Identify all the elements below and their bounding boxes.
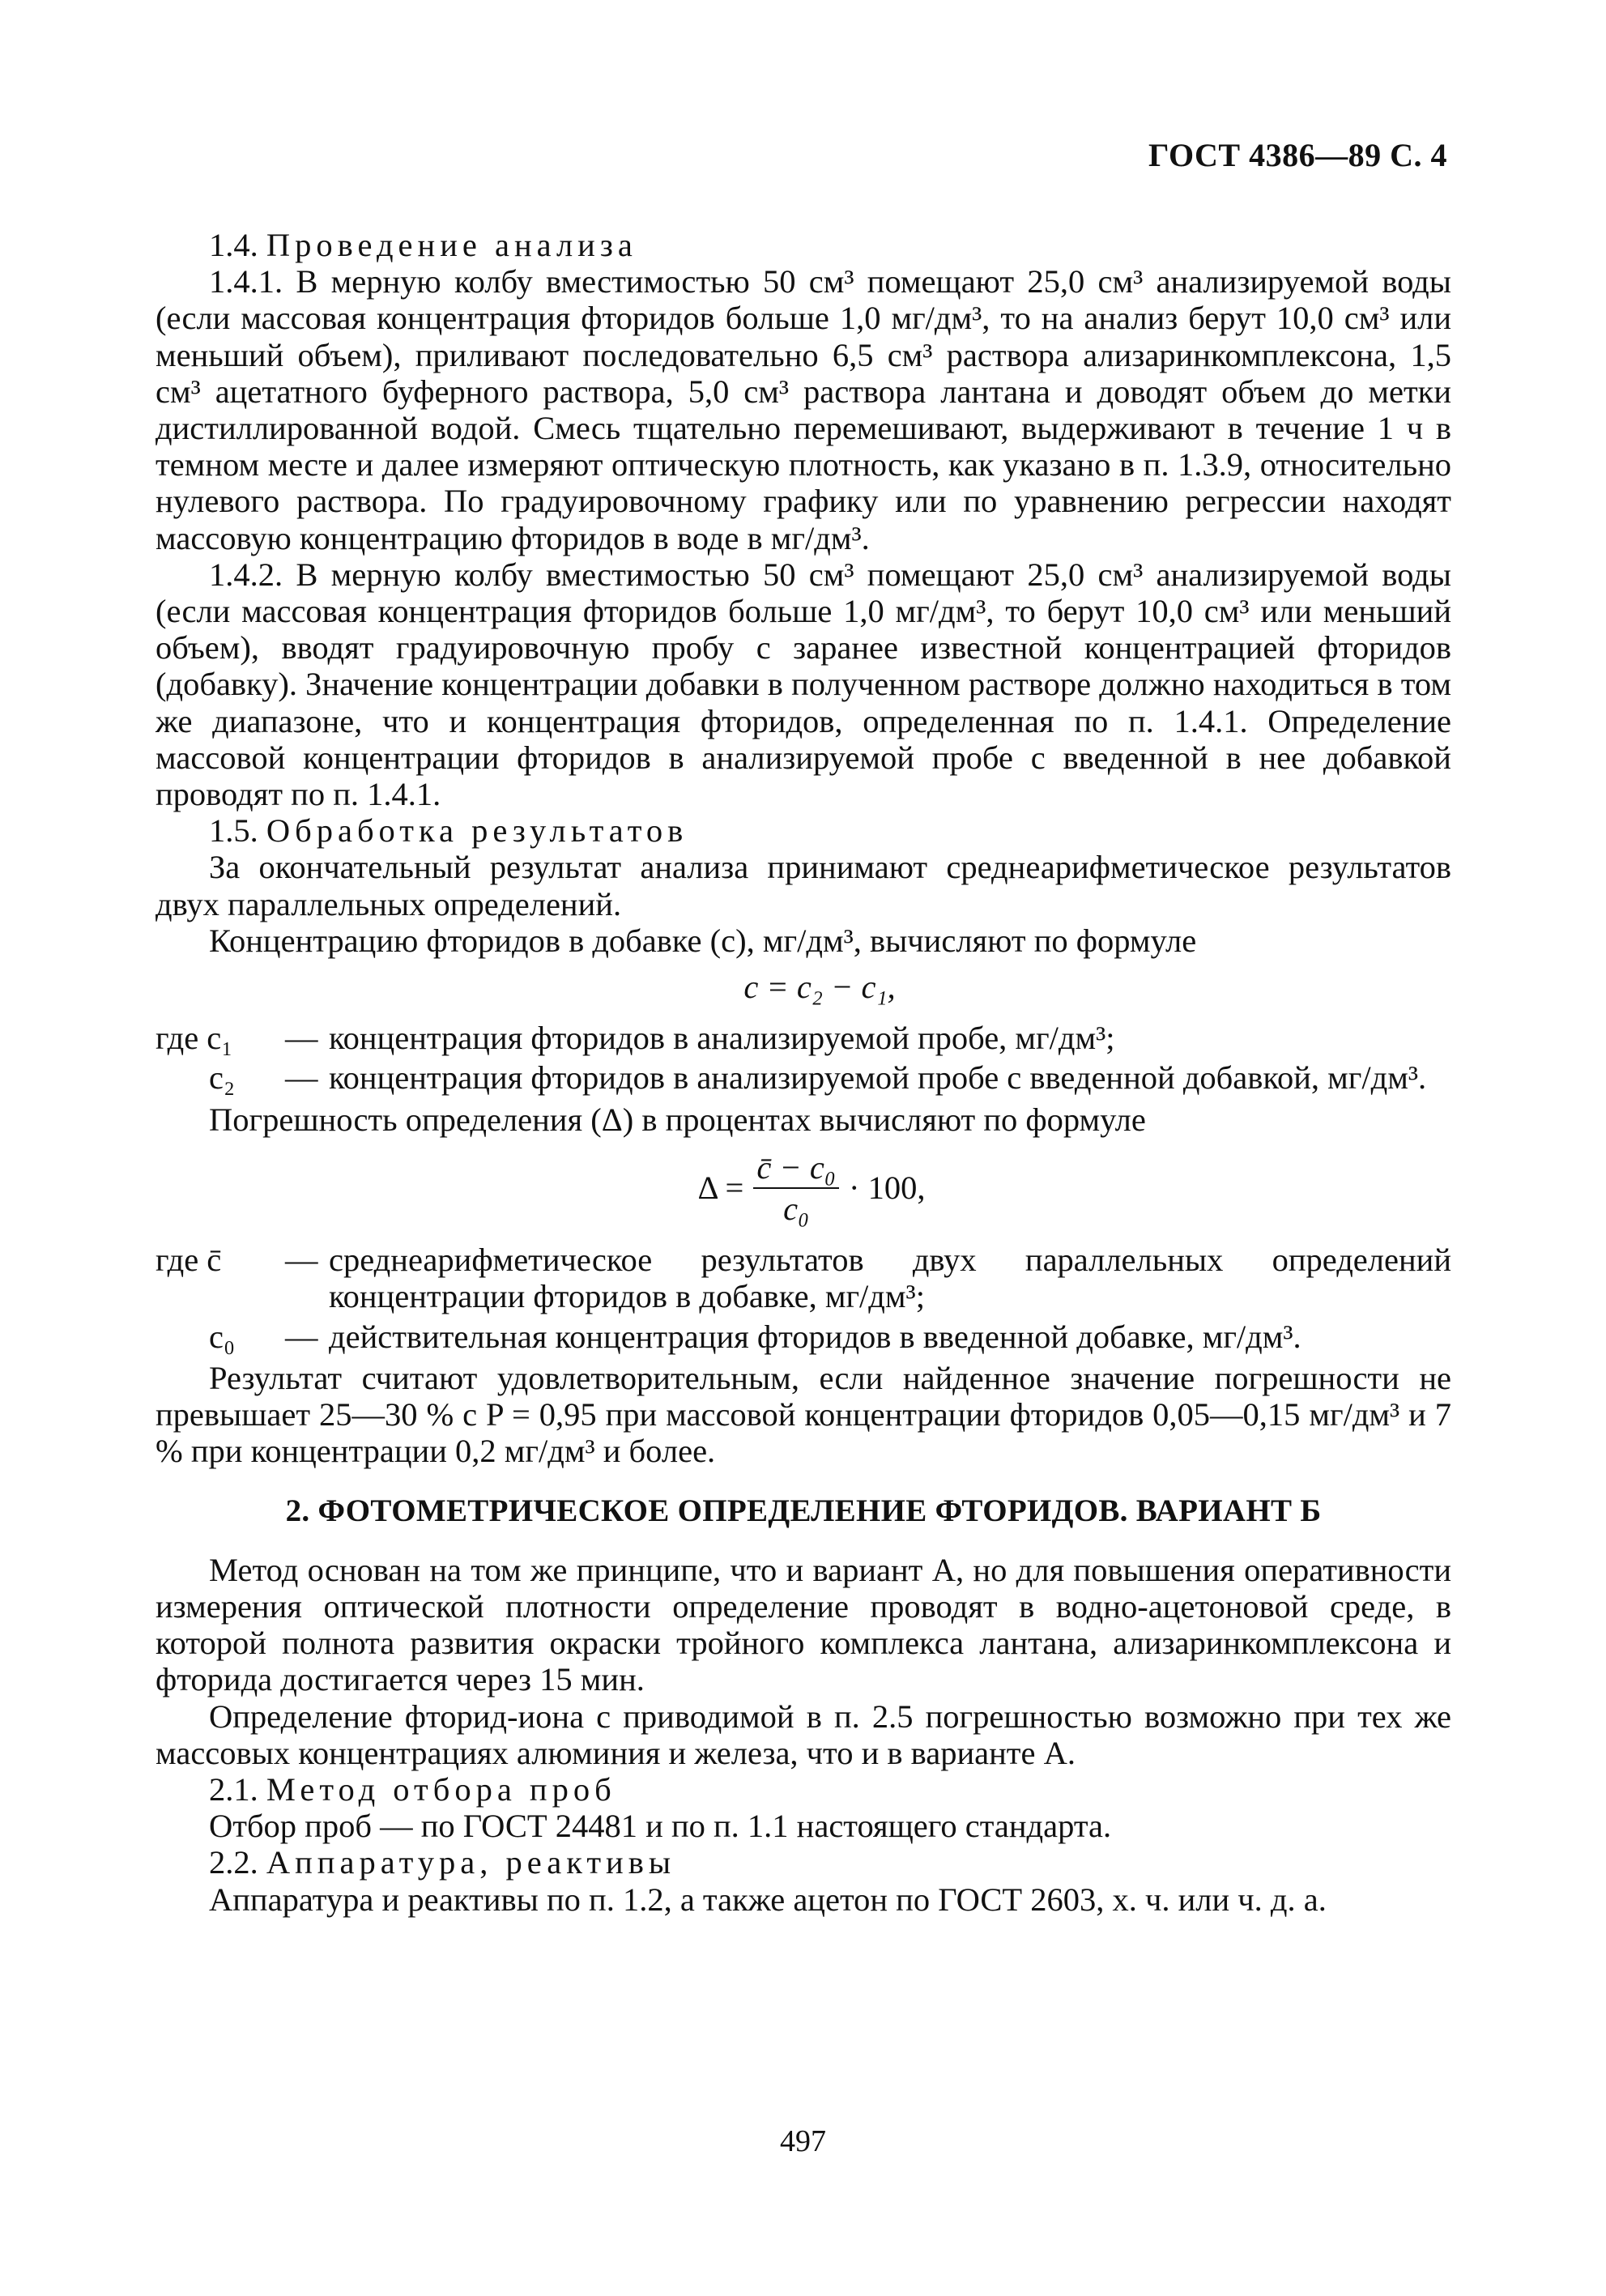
definition-c0	[155, 1318, 1451, 1355]
fraction-denominator: c₀	[783, 1191, 810, 1228]
heading-number: 1.4.	[209, 227, 258, 263]
section-title-2: 2. ФОТОМЕТРИЧЕСКОЕ ОПРЕДЕЛЕНИЕ ФТОРИДОВ. ВАРИАНТ Б	[285, 1493, 1322, 1528]
fraction-expression	[698, 1149, 926, 1227]
definition-body	[285, 1020, 1451, 1056]
fraction-numerator: c̄ − c₀	[753, 1149, 839, 1189]
definition-text: среднеарифметическое результатов двух параллельных определений концентрации фторидов в добавке, мг/дм³;	[329, 1242, 1451, 1315]
paragraph-acceptance-criterion: Результат считают удовлетворительным, если найденное значение погрешности не превышает 25—30 % с P = 0,95 при массовой концентрации фторидов 0,05—0,15 мг/дм³ и 7 % при концентрации 0,2 мг/дм³ и более.	[155, 1359, 1451, 1470]
formula-additive-concentration: c = c₂ − c₁,	[743, 969, 896, 1006]
definition-body	[285, 1059, 1451, 1096]
formula-lhs: Δ =	[697, 1169, 744, 1207]
paragraph-1-4-1: 1.4.1. В мерную колбу вместимостью 50 см³ помещают 25,0 см³ анализируемой воды (если массовая концентрация фторидов больше 1,0 мг/дм³, то на анализ берут 10,0 см³ или меньший объем), приливают последовательно 6,5 см³ раствора ализаринкомплексона, 1,5 см³ ацетатного буферного раствора, 5,0 см³ раствора лантана и доводят объем до метки дистиллированной водой. Смесь тщательно перемешивают, выдерживают в течение 1 ч в темном месте и далее измеряют оптическую плотность, как указано в п. 1.3.9, относительно нулевого раствора. По градуировочному графику или по уравнению регрессии находят массовую концентрацию фторидов в воде в мг/дм³.	[155, 263, 1451, 556]
dash: —	[285, 1318, 318, 1355]
formula-rhs: · 100,	[848, 1169, 926, 1207]
dash: —	[285, 1020, 318, 1057]
definition-c-mean	[155, 1242, 1451, 1314]
heading-number: 1.5.	[209, 812, 258, 850]
section-heading-1-5	[155, 812, 1451, 849]
definition-text: концентрация фторидов в анализируемой пробе с введенной добавкой, мг/дм³.	[329, 1059, 1427, 1097]
paragraph-method-applicability: Определение фторид-иона с приводимой в п. 2.5 погрешностью возможно при тех же массовых концентрациях алюминия и железа, что и в варианте А.	[155, 1698, 1451, 1771]
heading-text: Аппаратура, реактивы	[266, 1844, 676, 1881]
definition-c2	[155, 1059, 1451, 1096]
paragraph-error-formula-intro: Погрешность определения (Δ) в процентах вычисляют по формуле	[209, 1101, 1146, 1138]
definition-symbol: где c₁	[155, 1020, 233, 1057]
heading-text: Метод отбора проб	[266, 1770, 616, 1808]
definition-text: действительная концентрация фторидов в введенной добавке, мг/дм³.	[329, 1318, 1301, 1355]
paragraph-apparatus: Аппаратура и реактивы по п. 1.2, а также ацетон по ГОСТ 2603, х. ч. или ч. д. а.	[209, 1881, 1327, 1918]
page-number: 497	[780, 2124, 826, 2158]
definition-c1	[155, 1020, 1451, 1056]
dash: —	[285, 1242, 318, 1279]
definition-symbol: c₀	[209, 1318, 236, 1355]
dash: —	[285, 1059, 318, 1097]
paragraph-sampling: Отбор проб — по ГОСТ 24481 и по п. 1.1 настоящего стандарта.	[209, 1808, 1112, 1845]
heading-text: Проведение анализа	[266, 227, 637, 263]
section-heading-1-4	[155, 227, 1451, 263]
heading-text: Обработка результатов	[266, 812, 688, 850]
paragraph-final-result: За окончательный результат анализа принимают среднеарифметическое результатов двух параллельных определений.	[155, 849, 1451, 922]
heading-number: 2.1.	[209, 1770, 258, 1808]
running-header: ГОСТ 4386—89 С. 4	[1148, 137, 1447, 173]
paragraph-additive-formula-intro: Концентрацию фторидов в добавке (c), мг/дм³, вычисляют по формуле	[209, 922, 1197, 959]
document-body	[155, 227, 1451, 1918]
definition-symbol: где c̄	[155, 1242, 222, 1279]
section-heading-2-2	[155, 1844, 1451, 1881]
definition-text: концентрация фторидов в анализируемой пробе, мг/дм³;	[329, 1020, 1115, 1057]
section-heading-2-1	[155, 1771, 1451, 1808]
fraction	[753, 1149, 839, 1227]
formula-error	[155, 1149, 1451, 1227]
paragraph-1-4-2: 1.4.2. В мерную колбу вместимостью 50 см³ помещают 25,0 см³ анализируемой воды (если массовая концентрация фторидов больше 1,0 мг/дм³, то берут 10,0 см³ или меньший объем), вводят градуировочную пробу с заранее известной концентрацией фторидов (добавку). Значение концентрации добавки в полученном растворе должно находиться в том же диапазоне, что и концентрация фторидов, определенная по п. 1.4.1. Определение массовой концентрации фторидов в анализируемой пробе с введенной в нее добавкой проводят по п. 1.4.1.	[155, 556, 1451, 813]
heading-number: 2.2.	[209, 1844, 258, 1881]
definition-body	[285, 1242, 1451, 1314]
paragraph-method-basis: Метод основан на том же принципе, что и вариант А, но для повышения оперативности измерения оптической плотности определение проводят в водно-ацетоновой среде, в которой полнота развития окраски тройного комплекса лантана, ализаринкомплексона и фторида достигается через 15 мин.	[155, 1551, 1451, 1698]
definition-body	[285, 1318, 1451, 1355]
definition-symbol: c₂	[209, 1059, 236, 1097]
